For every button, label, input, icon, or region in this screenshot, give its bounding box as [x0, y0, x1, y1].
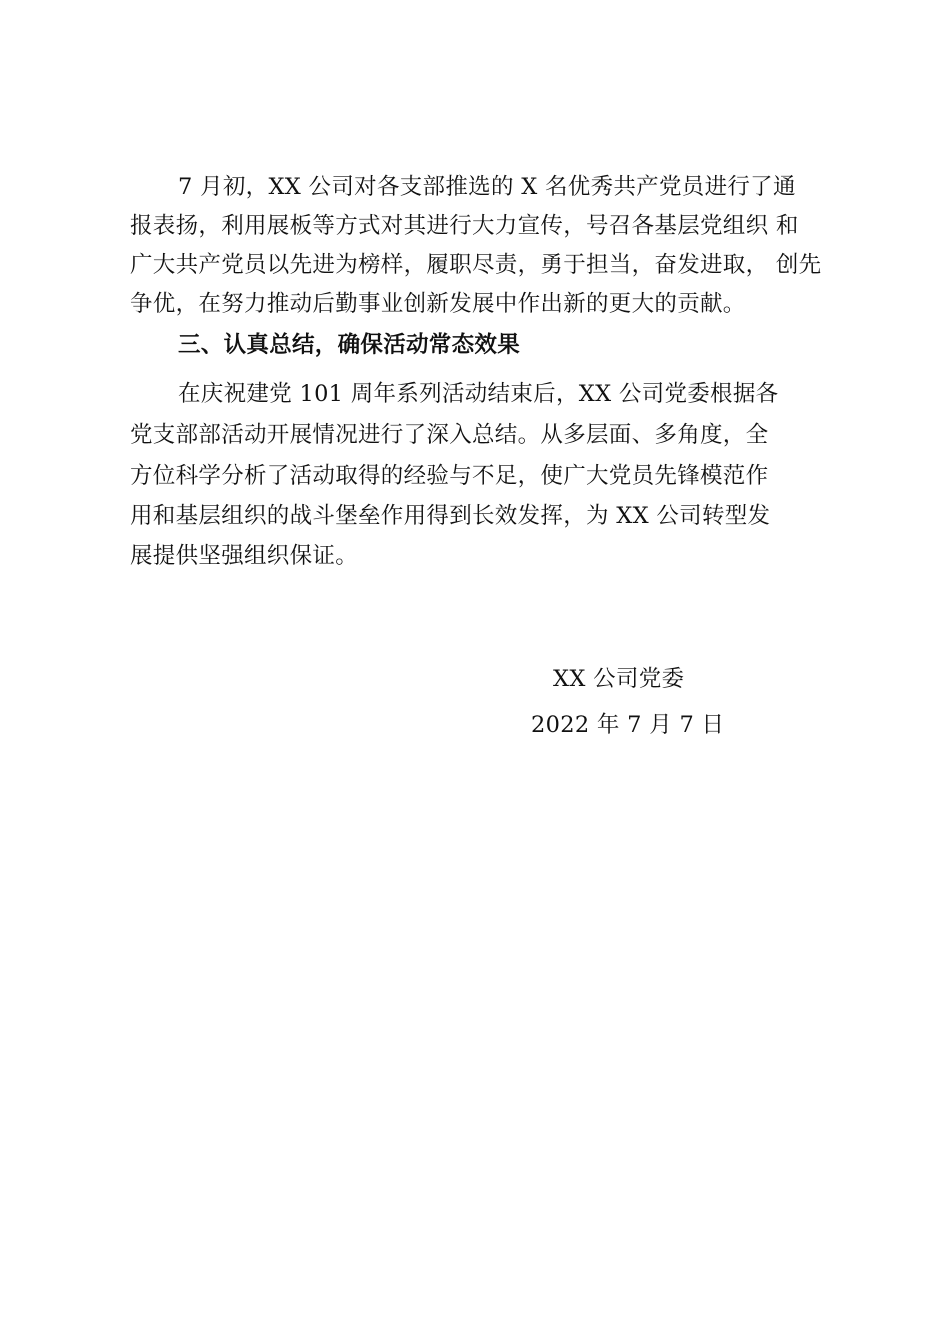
paragraph-2-line-1: 在庆祝建党 101 周年系列活动结束后，XX 公司党委根据各 — [178, 381, 779, 407]
paragraph-2-line-4: 用和基层组织的战斗堡垒作用得到长效发挥，为 XX 公司转型发 — [130, 503, 771, 529]
paragraph-1-line-2: 报表扬，利用展板等方式对其进行大力宣传，号召各基层党组织 和 — [130, 213, 799, 239]
section-heading: 三、认真总结，确保活动常态效果 — [178, 332, 521, 358]
paragraph-1-line-4: 争优，在努力推动后勤事业创新发展中作出新的更大的贡献。 — [130, 291, 746, 317]
paragraph-2-line-5: 展提供坚强组织保证。 — [130, 543, 359, 569]
signature-organization: XX 公司党委 — [553, 666, 685, 692]
paragraph-2-line-3: 方位科学分析了活动取得的经验与不足，使广大党员先锋模范作 — [130, 463, 769, 489]
paragraph-1-line-3: 广大共产党员以先进为榜样，履职尽责，勇于担当，奋发进取， 创先 — [130, 252, 822, 278]
signature-date: 2022 年 7 月 7 日 — [531, 712, 725, 738]
paragraph-2-line-2: 党支部部活动开展情况进行了深入总结。从多层面、多角度，全 — [130, 422, 769, 448]
paragraph-1-line-1: 7 月初，XX 公司对各支部推选的 X 名优秀共产党员进行了通 — [178, 174, 796, 200]
